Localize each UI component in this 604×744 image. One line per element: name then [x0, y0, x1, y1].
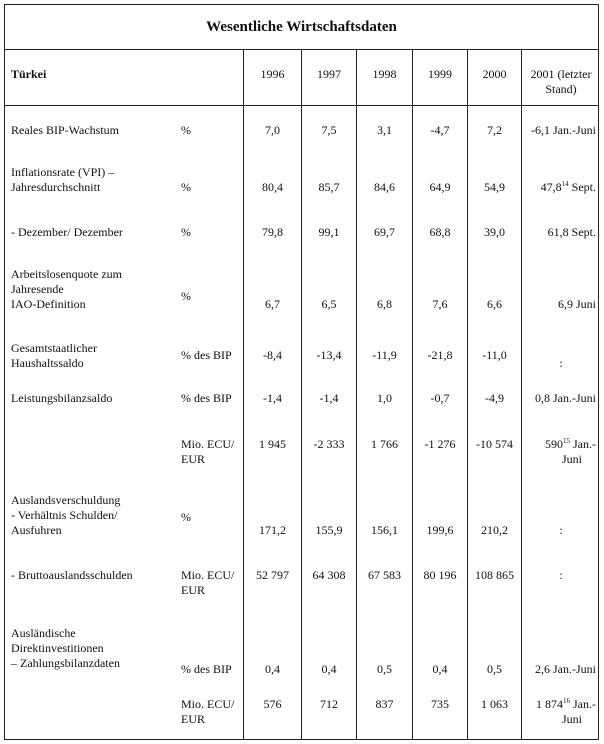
table-cell: 80 196 — [423, 568, 457, 582]
row-label: Reales BIP-Wachstum — [11, 123, 120, 137]
latest-cell: : — [559, 523, 563, 537]
row-label: - Verhältnis Schulden/ — [11, 508, 118, 522]
year-header: 1998 — [372, 67, 397, 81]
latest-cell: : — [559, 568, 563, 582]
row-unit: % — [181, 510, 191, 524]
table-cell: -21,8 — [427, 348, 453, 362]
latest-cell: 0,8 Jan.-Juni — [535, 391, 596, 405]
table-cell: 1 063 — [481, 697, 508, 711]
table-cell: 7,2 — [487, 123, 502, 137]
table-cell: -11,9 — [372, 348, 397, 362]
table-cell: 52 797 — [256, 568, 289, 582]
table-cell: 99,1 — [318, 225, 340, 239]
table-cell: 735 — [431, 697, 449, 711]
year-header: 1996 — [260, 67, 285, 81]
row-label: Jahresdurchschnitt — [11, 180, 101, 194]
table-cell: 210,2 — [481, 523, 508, 537]
latest-cell: 1 $874^{16}$ Jan.- — [536, 697, 596, 711]
footnote-ref: 15 — [563, 437, 570, 445]
table-cell: 7,5 — [321, 123, 337, 137]
row-unit: % — [181, 225, 191, 239]
row-label: Leistungsbilanzsaldo — [11, 391, 113, 405]
latest-header: Stand) — [545, 82, 577, 96]
table-cell: 712 — [320, 697, 338, 711]
table-cell: 0,4 — [265, 662, 280, 676]
table-cell: 7,6 — [432, 297, 448, 311]
row-label: Jahresende — [11, 282, 64, 296]
row-label: - Dezember/ Dezember — [11, 225, 123, 239]
row-unit: Mio. ECU/ — [181, 697, 235, 711]
table-cell: -10 574 — [476, 437, 513, 451]
table-cell: -13,4 — [316, 348, 342, 362]
table-cell: 84,6 — [374, 180, 395, 194]
latest-header: 2001 (letzter — [530, 67, 592, 81]
row-label: Direktinvestitionen — [11, 641, 104, 655]
row-unit: % des BIP — [181, 662, 232, 676]
table-cell: 199,6 — [426, 523, 454, 537]
row-unit: EUR — [181, 712, 205, 726]
economic-data-table — [4, 4, 599, 740]
table-cell: 68,8 — [429, 225, 451, 239]
table-cell: 0,5 — [487, 662, 502, 676]
country-header: Türkei — [11, 67, 47, 81]
table-cell: 1 945 — [259, 437, 286, 451]
row-unit: % — [181, 123, 191, 137]
latest-cell: 47,8$^{14}$ Sept. — [540, 180, 596, 194]
latest-cell: Juni — [561, 712, 582, 726]
latest-cell: Juni — [561, 452, 582, 466]
table-cell: 39,0 — [484, 225, 505, 239]
row-label: - Bruttoauslandsschulden — [11, 568, 133, 582]
table-cell: 1 766 — [371, 437, 398, 451]
table-cell: 6,6 — [487, 297, 502, 311]
table-cell: 0,4 — [321, 662, 337, 676]
table-cell: 155,9 — [315, 523, 343, 537]
row-label: IAO-Definition — [11, 297, 86, 311]
table-cell: 79,8 — [262, 225, 283, 239]
table-cell: 69,7 — [374, 225, 395, 239]
row-unit: EUR — [181, 583, 205, 597]
table-cell: -8,4 — [263, 348, 282, 362]
row-label: Ausländische — [11, 626, 76, 640]
row-unit: % — [181, 180, 191, 194]
table-cell: -1,4 — [263, 391, 282, 405]
latest-cell: 6,9 Juni — [557, 297, 596, 311]
latest-cell: 2,6 Jan.-Juni — [535, 662, 596, 676]
year-header: 1997 — [317, 67, 341, 81]
row-label: Auslandsverschuldung — [11, 493, 121, 507]
table-cell: 6,8 — [377, 297, 392, 311]
table-cell: 6,5 — [321, 297, 337, 311]
latest-cell: -6,1 Jan.-Juni — [531, 123, 596, 137]
table-cell: -4,7 — [430, 123, 450, 137]
row-unit: Mio. ECU/ — [181, 568, 235, 582]
table-cell: -1,4 — [319, 391, 339, 405]
table-cell: 171,2 — [259, 523, 286, 537]
table-cell: 64 308 — [312, 568, 346, 582]
table-cell: 7,0 — [265, 123, 280, 137]
table-cell: 64,9 — [429, 180, 451, 194]
row-label: Haushaltssaldo — [11, 356, 84, 370]
row-label: – Zahlungsbilanzdaten — [11, 656, 120, 670]
row-unit: % des BIP — [181, 348, 232, 362]
row-label: Arbeitslosenquote zum — [11, 267, 122, 281]
table-cell: 54,9 — [484, 180, 505, 194]
latest-cell: $590^{15}$ Jan.- — [545, 437, 596, 451]
row-unit: % — [181, 289, 191, 303]
year-header: 1999 — [428, 67, 452, 81]
row-unit: % des BIP — [181, 391, 232, 405]
table-cell: 108 865 — [475, 568, 514, 582]
table-cell: 576 — [263, 697, 282, 711]
table-cell: 0,5 — [377, 662, 392, 676]
row-unit: Mio. ECU/ — [181, 437, 235, 451]
table-cell: -1 276 — [424, 437, 456, 451]
latest-cell: 61,8 Sept. — [547, 225, 596, 239]
table-cell: 80,4 — [262, 180, 283, 194]
table-cell: 85,7 — [318, 180, 340, 194]
table-cell: 837 — [375, 697, 394, 711]
table-cell: -2 333 — [313, 437, 345, 451]
row-label: Ausfuhren — [11, 523, 62, 537]
footnote-ref: 16 — [563, 697, 570, 705]
year-header: 2000 — [482, 67, 507, 81]
table-cell: -4,9 — [485, 391, 504, 405]
table-cell: -0,7 — [430, 391, 450, 405]
table-cell: 6,7 — [265, 297, 280, 311]
row-label: Inflationsrate (VPI) – — [11, 165, 115, 179]
row-label: Gesamtstaatlicher — [11, 341, 97, 355]
table-cell: -11,0 — [482, 348, 507, 362]
table-cell: 156,1 — [371, 523, 398, 537]
table-cell: 1,0 — [377, 391, 392, 405]
table-cell: 67 583 — [368, 568, 401, 582]
latest-cell: : — [559, 356, 563, 370]
table-cell: 3,1 — [377, 123, 392, 137]
table-title: Wesentliche Wirtschaftsdaten — [206, 19, 397, 35]
row-unit: EUR — [181, 452, 205, 466]
table-cell: 0,4 — [432, 662, 448, 676]
footnote-ref: 14 — [561, 180, 569, 188]
